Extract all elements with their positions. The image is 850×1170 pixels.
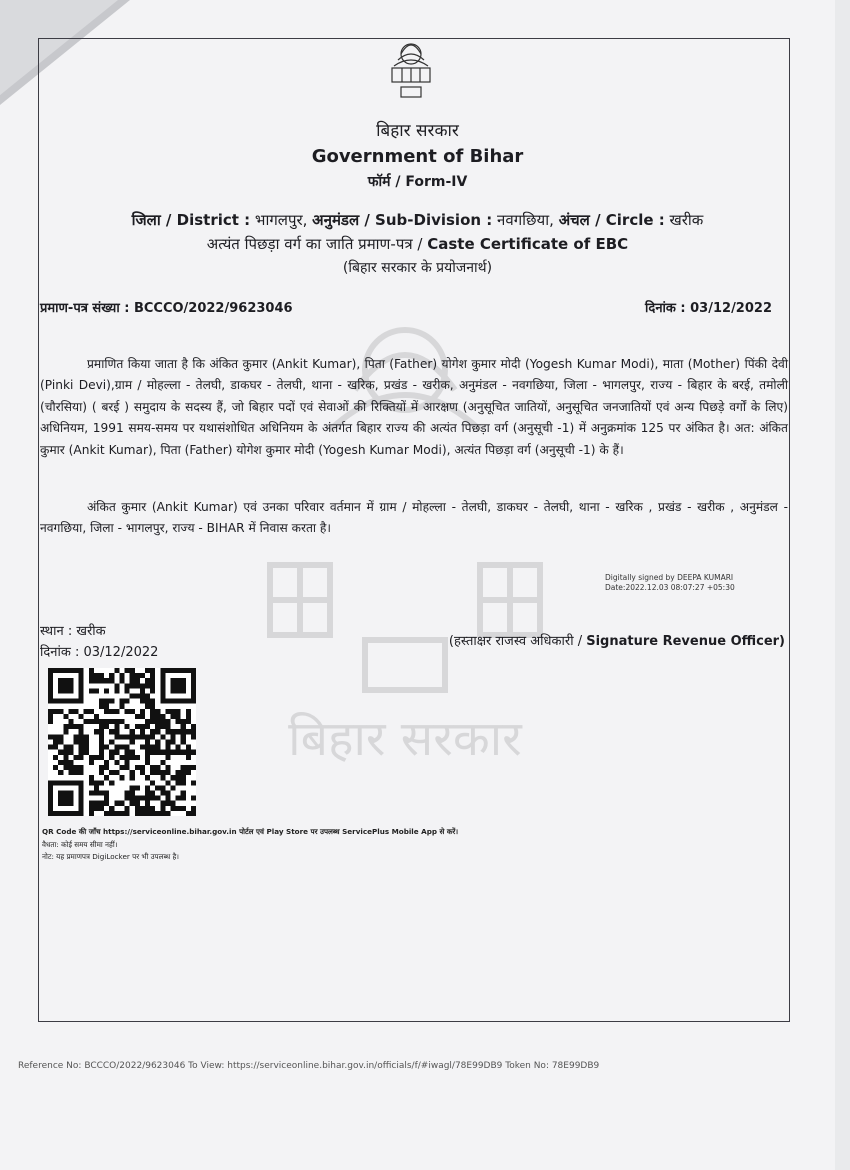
watermark-text: बिहार सरकार bbox=[288, 711, 522, 767]
place-line: स्थान : खरीक bbox=[40, 624, 106, 639]
district-label: जिला / District : bbox=[131, 211, 251, 229]
residence-paragraph: अंकित कुमार (Ankit Kumar) एवं उनका परिवार वर्तमान में ग्राम / मोहल्ला - तेलघी, डाकघर - तेलघी, थाना - खरिक , प्रखंड - खरीक , अनुमंडल - नवगछिया, जिला - भागलपुर, राज्य - BIHAR में निवास करता है। bbox=[40, 500, 788, 536]
district-value: भागलपुर, bbox=[250, 211, 313, 229]
digital-signature bbox=[605, 573, 735, 593]
circle-label: अंचल / Circle : bbox=[558, 211, 665, 229]
signature-label-english: Signature Revenue Officer) bbox=[586, 634, 785, 649]
header-english-title: Government of Bihar bbox=[311, 146, 524, 167]
reference-footer: Reference No: BCCCO/2022/9623046 To View: https://serviceonline.bihar.gov.in/officials/f/#iwagl/78E99DB9 Token No: 78E99DB9 bbox=[18, 1061, 600, 1071]
digital-signature-date: Date:2022.12.03 08:07:27 +05:30 bbox=[605, 583, 735, 592]
header-hindi-title: बिहार सरकार bbox=[376, 121, 459, 141]
location-line bbox=[0, 210, 835, 230]
place-date-line: दिनांक : 03/12/2022 bbox=[40, 645, 159, 660]
subdivision-value: नवगछिया, bbox=[492, 211, 559, 229]
signature-label bbox=[449, 631, 785, 649]
circle-value: खरीक bbox=[664, 211, 704, 229]
bihar-emblem-icon bbox=[384, 40, 438, 102]
certificate-title bbox=[0, 234, 835, 254]
digital-signature-signer: Digitally signed by DEEPA KUMARI bbox=[605, 573, 734, 582]
certificate-date: दिनांक : 03/12/2022 bbox=[645, 301, 772, 316]
digilocker-note: नोट: यह प्रमाणपत्र DigiLocker पर भी उपलब्ध है। bbox=[42, 852, 180, 861]
qr-verification-note: QR Code की जाँच https://serviceonline.bihar.gov.in पोर्टल एवं Play Store पर उपलब्ध ServicePlus Mobile App से करें। bbox=[42, 827, 459, 836]
subdivision-label: अनुमंडल / Sub-Division : bbox=[312, 211, 493, 229]
signature-label-hindi: (हस्ताक्षर राजस्व अधिकारी / bbox=[448, 634, 587, 649]
qr-code bbox=[47, 668, 197, 816]
certification-paragraph: प्रमाणित किया जाता है कि अंकित कुमार (Ankit Kumar), पिता (Father) योगेश कुमार मोदी (Yogesh Kumar Modi), माता (Mother) पिंकी देवी (Pinki Devi),ग्राम / मोहल्ला - तेलघी, डाकघर - तेलघी, थाना - खरिक, प्रखंड - खरीक, अनुमंडल - नवगछिया, जिला - भागलपुर, राज्य - बिहार के बरई, तमोली (चौरसिया) ( बरई ) समुदाय के सदस्य हैं, जो बिहार पदों एवं सेवाओं की रिक्तियों में आरक्षण (अनुसूचित जातियों, अनुसूचित जनजातियों एवं अन्य पिछड़े वर्गों के लिए) अधिनियम, 1991 समय-समय पर यथासंशोधित अधिनियम के अंतर्गत बिहार राज्य की अत्यंत पिछड़ा वर्ग (अनुसूची -1) में अनुक्रमांक 125 पर अंकित है। अत: अंकित कुमार (Ankit Kumar), पिता (Father) योगेश कुमार मोदी (Yogesh Kumar Modi), अत्यंत पिछड़ा वर्ग (अनुसूची -1) के हैं। bbox=[40, 357, 788, 457]
certificate-purpose: (बिहार सरकार के प्रयोजनार्थ) bbox=[342, 260, 493, 276]
certificate-title-hindi: अत्यंत पिछड़ा वर्ग का जाति प्रमाण-पत्र / bbox=[206, 235, 428, 253]
certificate-number: प्रमाण-पत्र संख्या : BCCCO/2022/9623046 bbox=[40, 301, 293, 316]
form-label: फॉर्म / Form-IV bbox=[367, 174, 468, 190]
validity-note: वैधता: कोई समय सीमा नहीं। bbox=[42, 840, 118, 849]
certificate-title-english: Caste Certificate of EBC bbox=[427, 235, 629, 253]
